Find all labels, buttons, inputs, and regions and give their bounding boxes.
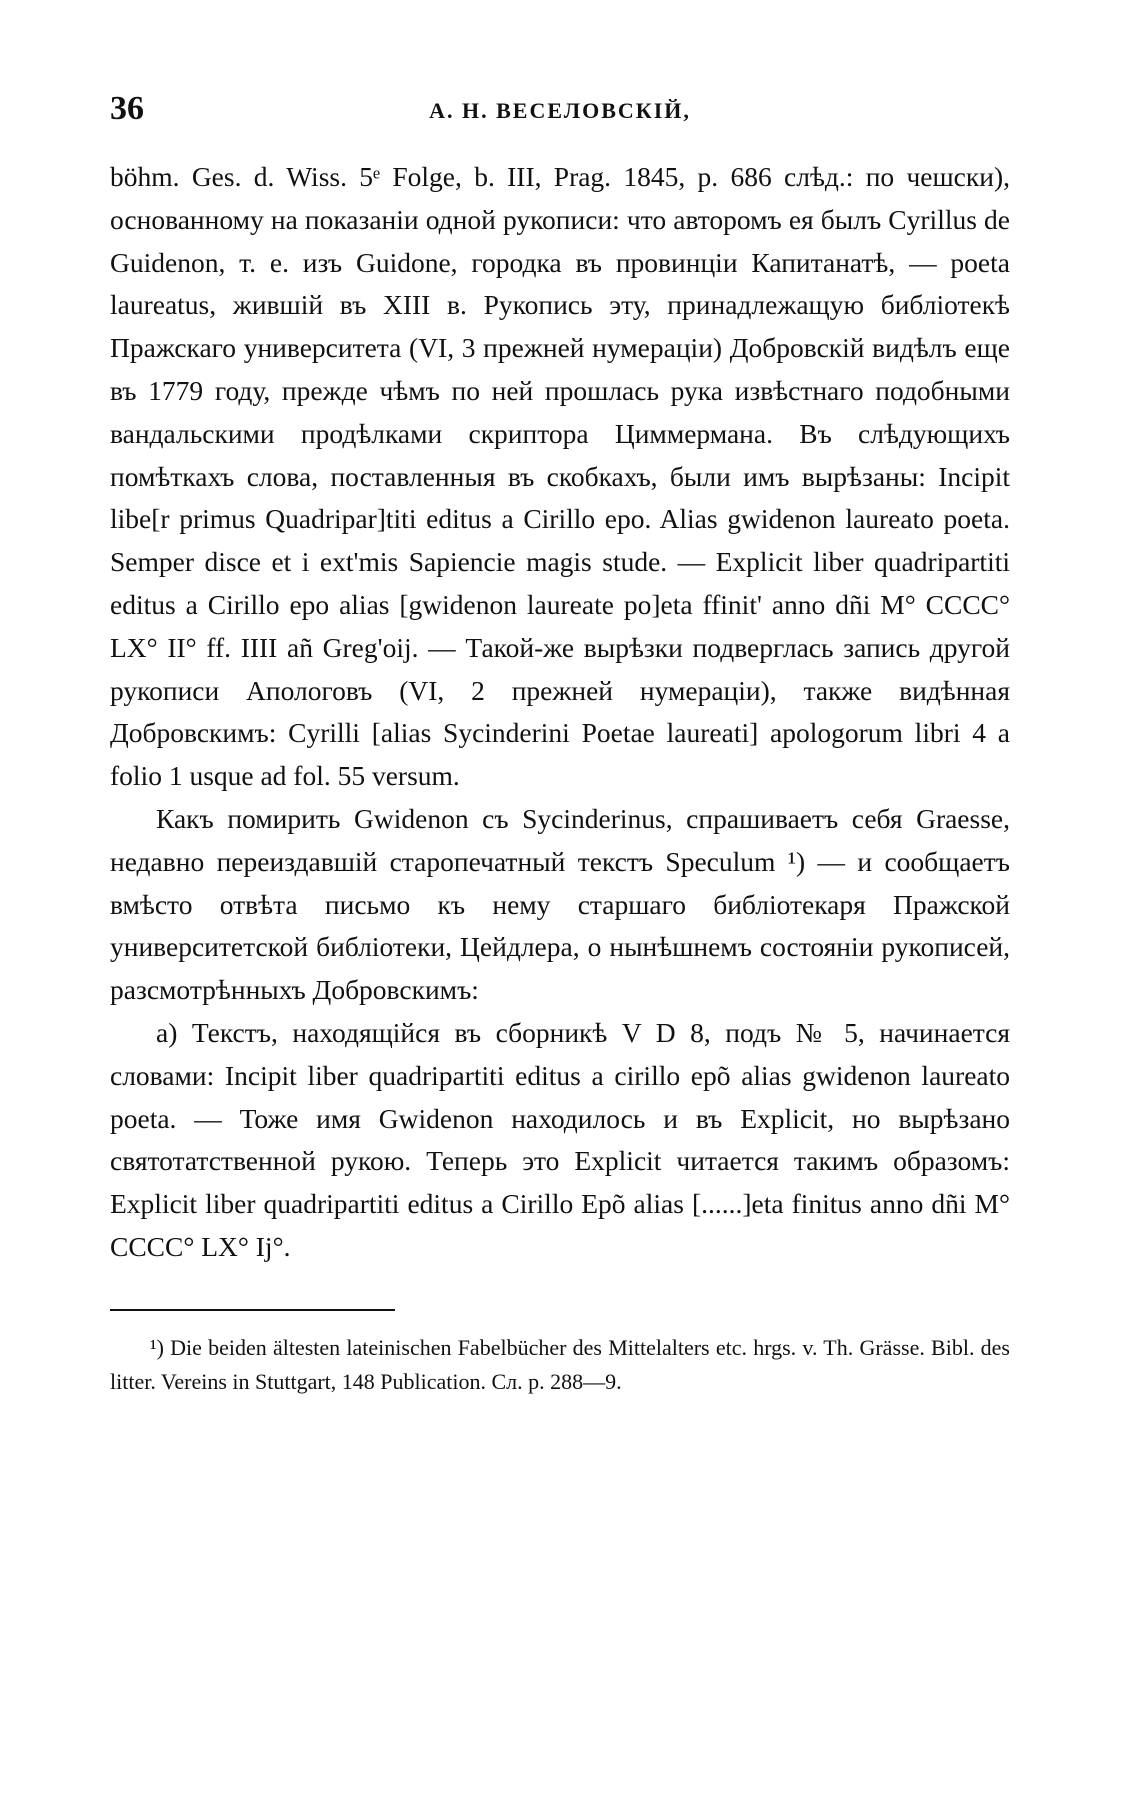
page-header <box>110 80 1010 150</box>
footnote-separator <box>110 1309 395 1311</box>
page-number: 36 <box>110 90 144 127</box>
main-text <box>110 156 1010 1269</box>
footnote: ¹) Die beiden ältesten lateinischen Fabelbücher des Mittelalters etc. hrgs. v. Th. Grässe. Bibl. des litter. Vereins in Stuttgart, 148 Publication. Сл. р. 288—9. <box>110 1334 1010 1394</box>
running-head: А. Н. ВЕСЕЛОВСКІЙ, <box>429 98 691 123</box>
paragraph: а) Текстъ, находящійся въ сборникѣ V D 8, подъ № 5, начинается словами: Incipit liber quadripartiti editus a cirillo epõ alias gwidenon laureato poeta. — Тоже имя Gwidenon находилось и въ Explicit, но вырѣзано святотатственной рукою. Теперь это Explicit читается такимъ образомъ: Explicit liber quadripartiti editus a Cirillo Epõ alias [......]eta finitus anno dñi M° CCCC° LX° Ij°. <box>110 1016 1010 1262</box>
book-page <box>110 80 1010 1399</box>
paragraph: Какъ помирить Gwidenon съ Sycinderinus, спрашиваетъ себя Graesse, недавно переиздавшій старопечатный текстъ Speculum ¹) — и сообщаетъ вмѣсто отвѣта письмо къ нему старшаго библіотекаря Пражской университетской библіотеки, Цейдлера, о нынѣшнемъ состояніи рукописей, разсмотрѣнныхъ Добровскимъ: <box>110 802 1010 1006</box>
paragraph-continued: böhm. Ges. d. Wiss. 5ᵉ Folge, b. III, Prag. 1845, p. 686 слѣд.: по чешски), основанному на показаніи одной рукописи: что авторомъ ея былъ Cyrillus de Guidenon, т. е. изъ Guidone, городка въ провинціи Капитанатѣ, — poeta laureatus, жившій въ XIII в. Рукопись эту, принадлежащую библіотекѣ Пражскаго университета (VI, 3 прежней нумераціи) Добровскій видѣлъ еще въ 1779 году, прежде чѣмъ по ней прошлась рука извѣстнаго подобными вандальскими продѣлками скриптора Циммермана. Въ слѣдующихъ помѣткахъ слова, поставленныя въ скобкахъ, были имъ вырѣзаны: Incipit libe[r primus Quadripar]titi editus a Cirillo epo. Alias gwidenon laureato poeta. Semper disce et i ext'mis Sapiencie magis stude. — Explicit liber quadripartiti editus a Cirillo epo alias [gwidenon laureate po]eta ffinit' anno dñi M° CCCC° LX° II° ff. IIII añ Greg'oij. — Такой-же вырѣзки подверглась запись другой рукописи Апологовъ (VI, 2 прежней нумераціи), также видѣнная Добровскимъ: Cyrilli [alias Sycinderini Poetae laureati] apologorum libri 4 a folio 1 usque ad fol. 55 versum. <box>110 161 1010 792</box>
